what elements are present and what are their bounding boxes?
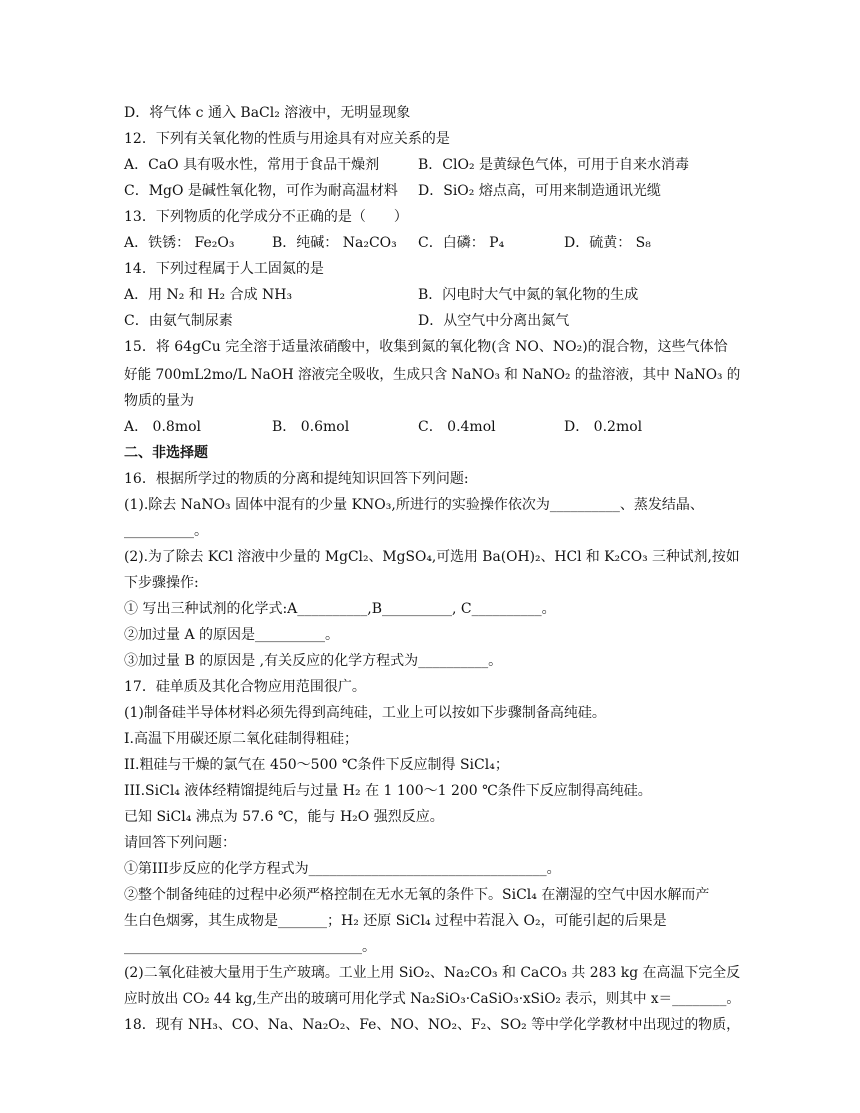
q16-step1: ① 写出三种试剂的化学式:A__________,B__________, C__________。 (124, 601, 556, 617)
q12-stem: 12．下列有关氧化物的性质与用途具有对应关系的是 (124, 131, 450, 147)
q11-option-d: D．将气体 c 通入 BaCl₂ 溶液中，无明显现象 (124, 105, 411, 121)
q16-step3: ③加过量 B 的原因是 ,有关反应的化学方程式为__________。 (124, 653, 503, 669)
q16-part2-line1: (2).为了除去 KCl 溶液中少量的 MgCl₂、MgSO₄,可选用 Ba(OH)₂、HCl 和 K₂CO₃ 三种试剂,按如 (124, 549, 740, 565)
q17-part1: (1)制备硅半导体材料必须先得到高纯硅，工业上可以按如下步骤制备高纯硅。 (124, 705, 606, 721)
q17-step-iii: III.SiCl₄ 液体经精馏提纯后与过量 H₂ 在 1 100～1 200 ℃条件下反应制得高纯硅。 (124, 783, 652, 799)
q14-option-b: B．闪电时大气中氮的氧化物的生成 (418, 287, 639, 303)
q12-option-a: A．CaO 具有吸水性，常用于食品干燥剂 (124, 157, 380, 173)
q12-option-c: C．MgO 是碱性氧化物，可作为耐高温材料 (124, 183, 398, 199)
q17-part2-line1: (2)二氧化硅被大量用于生产玻璃。工业上用 SiO₂、Na₂CO₃ 和 CaCO₃ 共 283 kg 在高温下完全反 (124, 965, 741, 981)
q17-stem: 17．硅单质及其化合物应用范围很广。 (124, 679, 366, 695)
q16-part1-line1: (1).除去 NaNO₃ 固体中混有的少量 KNO₃,所进行的实验操作依次为__________、蒸发结晶、 (124, 497, 704, 513)
q12-option-d: D．SiO₂ 熔点高，可用来制造通讯光缆 (418, 183, 661, 199)
q15-option-c: C． 0.4mol (418, 419, 496, 435)
q15-line1: 15．将 64gCu 完全溶于适量浓硝酸中，收集到氮的氧化物(含 NO、NO₂)的混合物，这些气体恰 (124, 339, 728, 355)
q14-stem: 14．下列过程属于人工固氮的是 (124, 261, 324, 277)
q15-line3: 物质的量为 (124, 393, 194, 409)
q16-part2-line2: 下步骤操作: (124, 575, 199, 591)
section-title: 二、非选择题 (124, 445, 208, 461)
q15-option-d: D． 0.2mol (564, 419, 643, 435)
q18-line1: 18．现有 NH₃、CO、Na、Na₂O₂、Fe、NO、NO₂、F₂、SO₂ 等中学化学教材中出现过的物质， (124, 1017, 741, 1033)
q17-step-i: I.高温下用碳还原二氧化硅制得粗硅； (124, 731, 358, 747)
q17-answer1: ①第III步反应的化学方程式为__________________________________。 (124, 861, 561, 877)
q17-answer2-line1: ②整个制备纯硅的过程中必须严格控制在无水无氧的条件下。SiCl₄ 在潮湿的空气中因水解而产 (124, 887, 710, 903)
q16-part1-line2: __________。 (124, 523, 208, 539)
q14-option-c: C．由氨气制尿素 (124, 313, 233, 329)
q15-option-a: A． 0.8mol (124, 419, 202, 435)
q16-step2: ②加过量 A 的原因是__________。 (124, 627, 340, 643)
q14-option-d: D．从空气中分离出氮气 (418, 313, 570, 329)
q13-option-b: B．纯碱： Na₂CO₃ (272, 235, 397, 251)
q13-option-a: A．铁锈： Fe₂O₃ (124, 235, 235, 251)
q15-option-b: B． 0.6mol (272, 419, 350, 435)
q13-stem: 13．下列物质的化学成分不正确的是（ ） (124, 209, 408, 225)
q13-option-c: C．白磷： P₄ (418, 235, 505, 251)
q12-option-b: B．ClO₂ 是黄绿色气体，可用于自来水消毒 (418, 157, 690, 173)
q17-known: 已知 SiCl₄ 沸点为 57.6 ℃，能与 H₂O 强烈反应。 (124, 809, 444, 825)
q17-answer2-line2: 生白色烟雾，其生成物是_______；H₂ 还原 SiCl₄ 过程中若混入 O₂，可能引起的后果是 (124, 913, 667, 929)
q15-line2: 好能 700mL2mo/L NaOH 溶液完全吸收，生成只含 NaNO₃ 和 NaNO₂ 的盐溶液，其中 NaNO₃ 的 (124, 367, 741, 383)
q17-ask: 请回答下列问题： (124, 835, 236, 851)
q17-step-ii: II.粗硅与干燥的氯气在 450～500 ℃条件下反应制得 SiCl₄； (124, 757, 509, 773)
q17-answer2-line3: __________________________________。 (124, 939, 376, 955)
q16-stem: 16．根据所学过的物质的分离和提纯知识回答下列问题: (124, 471, 469, 487)
q17-part2-line2: 应时放出 CO₂ 44 kg,生产出的玻璃可用化学式 Na₂SiO₃·CaSiO₃·xSiO₂ 表示，则其中 x＝________。 (124, 991, 740, 1007)
q13-option-d: D．硫黄： S₈ (564, 235, 651, 251)
q14-option-a: A．用 N₂ 和 H₂ 合成 NH₃ (124, 287, 293, 303)
